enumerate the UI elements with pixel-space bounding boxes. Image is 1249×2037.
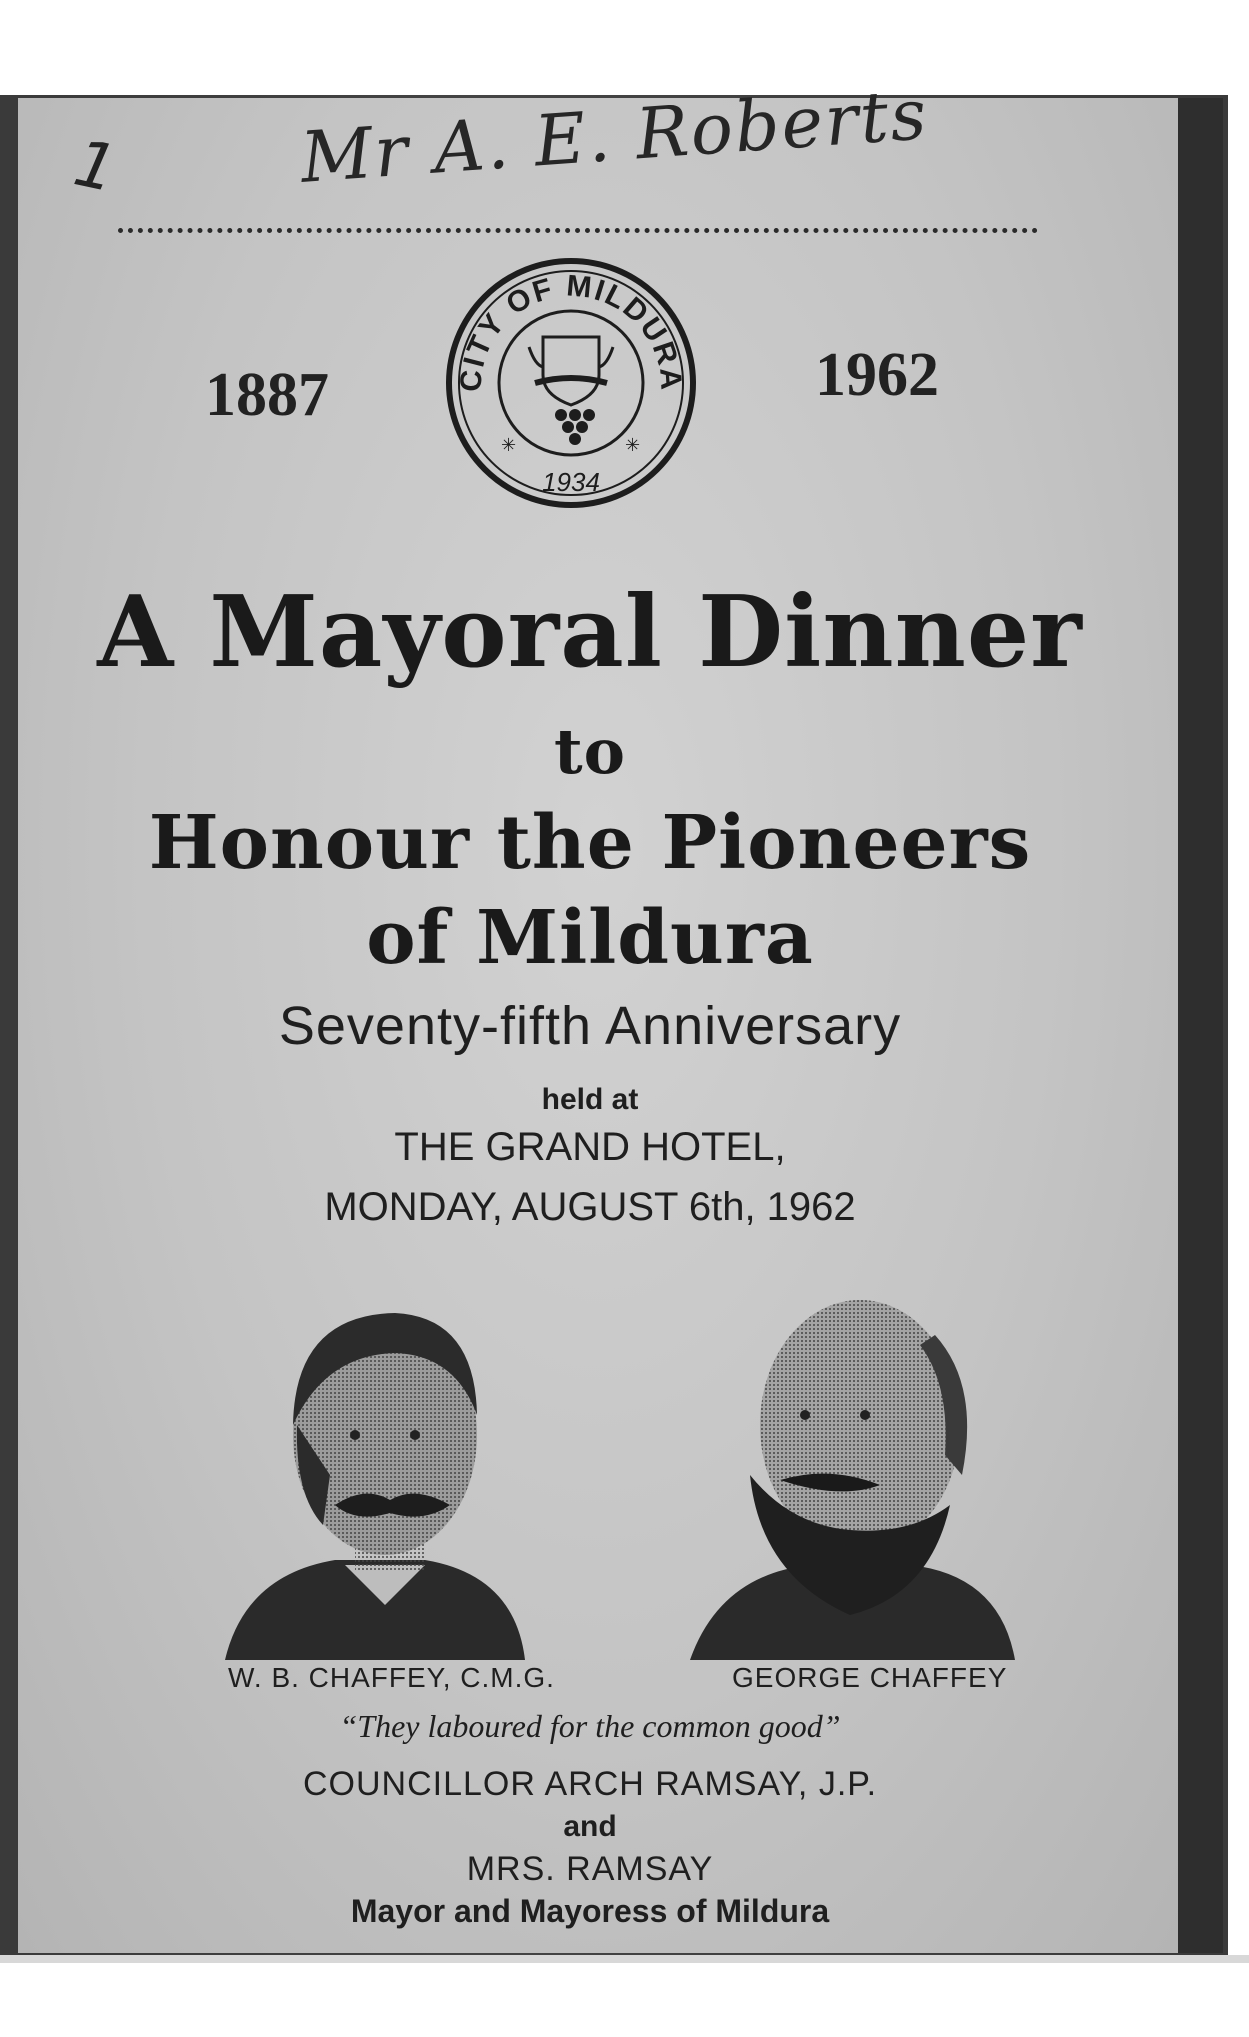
anniversary-text: Seventy-fifth Anniversary — [278, 996, 902, 1056]
signature-dotted-line — [118, 228, 1038, 233]
seal-year: 1934 — [542, 467, 600, 497]
caption-george-chaffey: GEORGE CHAFFEY — [732, 1662, 1008, 1693]
title-of-mildura: of Mildura — [366, 895, 814, 981]
year-start: 1887 — [205, 361, 329, 429]
caption-wb-chaffey: W. B. CHAFFEY, C.M.G. — [228, 1662, 555, 1693]
held-at-text: held at — [541, 1083, 639, 1116]
title-mayoral-dinner: A Mayoral Dinner — [97, 575, 1083, 690]
host-councillor: COUNCILLOR ARCH RAMSAY, J.P. — [302, 1765, 878, 1803]
svg-text:✳: ✳ — [625, 435, 641, 456]
handwritten-name: Mr A. E. Roberts — [297, 73, 931, 199]
portrait-wb-chaffey — [225, 1275, 540, 1660]
portrait-george-chaffey — [680, 1275, 1020, 1660]
seal-ring-text: CITY OF MILDURA — [454, 269, 688, 393]
year-end: 1962 — [815, 341, 939, 409]
svg-text:✳: ✳ — [501, 435, 517, 456]
svg-text:CITY OF MILDURA — [454, 269, 687, 392]
motto-text: “They laboured for the common good” — [339, 1708, 841, 1744]
bottom-edge — [0, 1955, 1249, 1963]
title-honour-pioneers: Honour the Pioneers — [148, 800, 1032, 886]
host-and: and — [563, 1810, 617, 1843]
venue-text: THE GRAND HOTEL, — [394, 1125, 786, 1169]
host-mrs: MRS. RAMSAY — [466, 1850, 714, 1888]
host-title: Mayor and Mayoress of Mildura — [350, 1893, 830, 1929]
title-to: to — [554, 715, 626, 788]
handwritten-number: 1 — [67, 126, 123, 208]
city-seal-icon — [443, 255, 699, 511]
card-edge-shadow — [1178, 98, 1223, 1953]
date-text: MONDAY, AUGUST 6th, 1962 — [324, 1185, 856, 1229]
